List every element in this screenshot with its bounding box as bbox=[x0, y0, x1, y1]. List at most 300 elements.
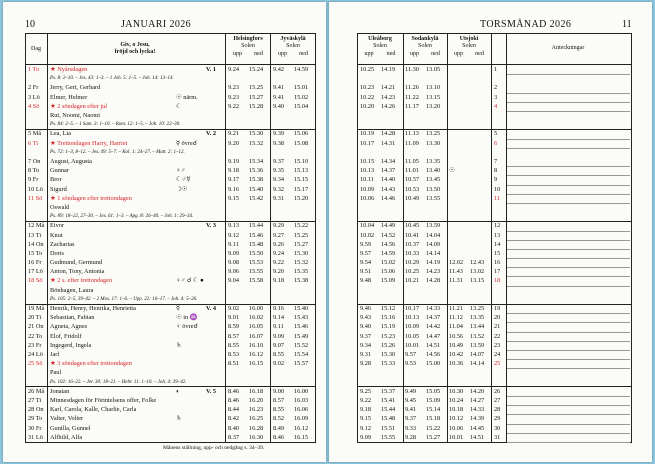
sunrise-sodankyla: 11.01 bbox=[405, 167, 419, 175]
footer-note: Månens ställning, upp- och nedgång s. 34–39. bbox=[163, 445, 265, 451]
sunrise-jyvaskyla: 8.49 bbox=[273, 424, 285, 432]
day-number: 9 bbox=[494, 176, 498, 184]
sunset-utsjoki: 12.43 bbox=[470, 259, 485, 267]
sunset-sodankyla: 15.18 bbox=[426, 415, 441, 423]
sunset-sodankyla: 13.55 bbox=[426, 194, 441, 202]
calendar-row bbox=[26, 166, 315, 175]
calendar-row bbox=[26, 83, 315, 92]
sunrise-jyvaskyla: 9.37 bbox=[273, 157, 285, 165]
astro-symbol: ♄ bbox=[176, 415, 182, 423]
name-label: ★ Trettondagen Harry, Harriet bbox=[50, 139, 128, 147]
calendar-row bbox=[26, 231, 315, 240]
sunrise-uleaborg: 10.22 bbox=[360, 93, 375, 101]
sunset-sodankyla: 13.59 bbox=[426, 222, 441, 230]
sunset-uleaborg: 15.09 bbox=[381, 277, 396, 285]
name-label: Rut, Noomi, Naomi bbox=[50, 111, 101, 119]
calendar-row bbox=[358, 249, 631, 258]
sunset-sodankyla: 14.04 bbox=[426, 231, 441, 239]
calendar-row bbox=[358, 405, 631, 414]
sunrise-jyvaskyla: 9.20 bbox=[273, 268, 285, 276]
sunrise-uleaborg: 10.20 bbox=[360, 102, 375, 110]
day-label: 28 On bbox=[28, 406, 44, 414]
sunrise-helsingfors: 9.23 bbox=[228, 84, 240, 92]
day-number: 7 bbox=[494, 157, 498, 165]
sunrise-helsingfors: 9.06 bbox=[228, 268, 240, 276]
day-label: 24 Lö bbox=[28, 351, 43, 359]
day-label: 5 Må bbox=[28, 130, 42, 138]
sunrise-sodankyla: 9.53 bbox=[405, 360, 417, 368]
day-number: 13 bbox=[494, 231, 501, 239]
sunrise-sodankyla: 11.30 bbox=[405, 66, 419, 73]
col-solen-s: Solen bbox=[418, 43, 432, 49]
sunset-jyvaskyla: 15.54 bbox=[294, 351, 309, 359]
day-number: 17 bbox=[494, 268, 501, 276]
name-label: ★ 1 söndagen efter trettondagen bbox=[50, 194, 132, 202]
sunset-uleaborg: 14.34 bbox=[381, 157, 396, 165]
sunset-sodankyla: 13.45 bbox=[426, 176, 441, 184]
sunrise-uleaborg: 9.54 bbox=[360, 259, 372, 267]
name-label: Ps. 84: 2–5. – 1 Sam. 3: 1–10. – Rom. 12: 1–5. – Joh. 10: 22–30. bbox=[50, 122, 181, 128]
day-number: 3 bbox=[494, 93, 498, 101]
sunset-jyvaskyla: 15.22 bbox=[294, 222, 309, 230]
day-number: 15 bbox=[494, 249, 501, 257]
sunset-sodankyla: 13.40 bbox=[426, 167, 441, 175]
sunset-jyvaskyla: 15.06 bbox=[294, 130, 309, 138]
right-page bbox=[329, 2, 652, 462]
sunrise-jyvaskyla: 8.57 bbox=[273, 397, 285, 405]
sunrise-uleaborg: 9.48 bbox=[360, 277, 372, 285]
week-label: V. 2 bbox=[206, 130, 217, 138]
sunrise-sodankyla: 10.25 bbox=[405, 268, 420, 276]
calendar-row bbox=[358, 157, 631, 166]
day-number: 29 bbox=[494, 415, 501, 423]
sunrise-utsjoki: 11.04 bbox=[449, 323, 463, 331]
sunrise-utsjoki: 11.21 bbox=[449, 305, 463, 313]
sunset-helsingfors: 16.23 bbox=[249, 406, 264, 414]
sunset-uleaborg: 15.30 bbox=[381, 351, 396, 359]
sunset-jyvaskyla: 15.02 bbox=[294, 93, 309, 101]
name-label: Paul bbox=[50, 369, 62, 377]
day-label: 15 To bbox=[28, 249, 43, 257]
sunrise-utsjoki: 10.24 bbox=[449, 397, 464, 405]
calendar-row bbox=[26, 276, 315, 285]
sunset-helsingfors: 16.18 bbox=[249, 387, 264, 395]
day-label: 17 Lö bbox=[28, 268, 43, 276]
col-upp-ut: upp bbox=[454, 51, 463, 57]
page-number-left: 10 bbox=[25, 19, 35, 30]
sunrise-jyvaskyla: 9.24 bbox=[273, 249, 285, 257]
sunset-jyvaskyla: 15.10 bbox=[294, 157, 309, 165]
day-label: 31 Lö bbox=[28, 433, 43, 441]
sunset-sodankyla: 15.27 bbox=[426, 433, 441, 441]
calendar-row bbox=[26, 304, 315, 313]
day-number: 8 bbox=[494, 167, 498, 175]
calendar-row bbox=[358, 387, 631, 396]
sunrise-jyvaskyla: 9.09 bbox=[273, 332, 285, 340]
sunset-uleaborg: 15.16 bbox=[381, 314, 396, 322]
sunset-helsingfors: 15.55 bbox=[249, 268, 264, 276]
calendar-row bbox=[358, 111, 631, 120]
sunrise-sodankyla: 10.17 bbox=[405, 305, 420, 313]
sunset-helsingfors: 15.25 bbox=[249, 84, 264, 92]
sunset-uleaborg: 14.23 bbox=[381, 93, 396, 101]
col-ned-j: ned bbox=[299, 51, 308, 57]
day-number: 20 bbox=[494, 314, 501, 322]
sunset-helsingfors: 16.05 bbox=[249, 323, 264, 331]
name-label: ★ 2 söndagen efter jul bbox=[50, 102, 108, 110]
calendar-row bbox=[358, 83, 631, 92]
calendar-row bbox=[358, 221, 631, 230]
sunrise-helsingfors: 9.04 bbox=[228, 277, 240, 285]
calendar-row bbox=[358, 276, 631, 285]
day-label: 29 To bbox=[28, 415, 43, 423]
day-number: 25 bbox=[494, 360, 501, 368]
sunset-jyvaskyla: 15.49 bbox=[294, 332, 309, 340]
sunset-utsjoki: 14.27 bbox=[470, 397, 485, 405]
sunrise-jyvaskyla: 8.55 bbox=[273, 406, 285, 414]
calendar-table-right bbox=[357, 33, 632, 443]
sunset-utsjoki: 13.02 bbox=[470, 268, 485, 276]
sunset-helsingfors: 16.15 bbox=[249, 360, 264, 368]
sunrise-sodankyla: 10.05 bbox=[405, 332, 420, 340]
sunrise-uleaborg: 9.15 bbox=[360, 415, 372, 423]
sunset-sodankyla: 14.56 bbox=[426, 351, 441, 359]
calendar-row bbox=[26, 129, 315, 138]
astro-symbol: ☉ in ♒ bbox=[176, 314, 198, 322]
sunset-helsingfors: 15.36 bbox=[249, 167, 264, 175]
calendar-row bbox=[26, 267, 315, 276]
sunset-helsingfors: 15.44 bbox=[249, 222, 264, 230]
sunrise-jyvaskyla: 9.39 bbox=[273, 130, 285, 138]
sunset-uleaborg: 14.28 bbox=[381, 130, 396, 138]
sunset-uleaborg: 14.43 bbox=[381, 185, 396, 193]
sunrise-uleaborg: 10.25 bbox=[360, 66, 375, 73]
calendar-row bbox=[358, 359, 631, 368]
sunrise-uleaborg: 9.22 bbox=[360, 397, 372, 405]
sunset-uleaborg: 14.31 bbox=[381, 139, 396, 147]
calendar-row bbox=[358, 166, 631, 175]
sunrise-utsjoki: 10.30 bbox=[449, 387, 464, 395]
sunrise-sodankyla: 10.57 bbox=[405, 176, 420, 184]
sunrise-uleaborg: 9.57 bbox=[360, 249, 372, 257]
calendar-row bbox=[26, 139, 315, 148]
sunrise-helsingfors: 8.46 bbox=[228, 387, 240, 395]
day-label: 6 Ti bbox=[28, 139, 38, 147]
sunset-uleaborg: 14.26 bbox=[381, 102, 396, 110]
calendar-row bbox=[358, 93, 631, 102]
sunset-jyvaskyla: 15.20 bbox=[294, 194, 309, 202]
sunset-sodankyla: 15.22 bbox=[426, 424, 441, 432]
name-label: Elof, Fridolf bbox=[50, 332, 82, 340]
day-number: 12 bbox=[494, 222, 501, 230]
calendar-row bbox=[358, 65, 631, 74]
calendar-row bbox=[26, 396, 315, 405]
day-number: 23 bbox=[494, 341, 501, 349]
sunrise-jyvaskyla: 9.27 bbox=[273, 231, 285, 239]
sunset-sodankyla: 13.35 bbox=[426, 157, 441, 165]
calendar-row bbox=[358, 185, 631, 194]
sunrise-helsingfors: 9.01 bbox=[228, 314, 240, 322]
day-label: 12 Må bbox=[28, 222, 45, 230]
sunset-utsjoki: 13.25 bbox=[470, 305, 485, 313]
sunrise-helsingfors: 9.09 bbox=[228, 249, 240, 257]
name-label: Gudmund, Germund bbox=[50, 259, 103, 267]
calendar-row bbox=[358, 74, 631, 83]
calendar-row bbox=[26, 368, 315, 377]
sunrise-utsjoki: ☉ bbox=[449, 167, 455, 175]
name-label: Bror bbox=[50, 176, 62, 184]
sunrise-uleaborg: 9.51 bbox=[360, 268, 372, 276]
almanac-spread bbox=[3, 2, 652, 462]
calendar-row bbox=[358, 129, 631, 138]
sunrise-helsingfors: 9.18 bbox=[228, 167, 240, 175]
calendar-row bbox=[26, 93, 315, 102]
day-label: 22 To bbox=[28, 332, 43, 340]
sunset-uleaborg: 14.46 bbox=[381, 194, 396, 202]
sunset-utsjoki: 13.52 bbox=[470, 332, 485, 340]
day-label: 7 On bbox=[28, 157, 41, 165]
calendar-row bbox=[358, 313, 631, 322]
astro-symbol: ♀♂ bbox=[176, 167, 186, 175]
sunset-uleaborg: 14.56 bbox=[381, 240, 396, 248]
sunset-uleaborg: 15.06 bbox=[381, 268, 396, 276]
sunrise-jyvaskyla: 9.35 bbox=[273, 167, 285, 175]
sunset-uleaborg: 14.40 bbox=[381, 176, 396, 184]
sunrise-helsingfors: 9.24 bbox=[228, 66, 240, 73]
sunset-helsingfors: 15.53 bbox=[249, 259, 264, 267]
day-number: 14 bbox=[494, 240, 501, 248]
day-number: 26 bbox=[494, 387, 501, 395]
col-jyvaskyla-header: Jyväskylä bbox=[280, 36, 306, 42]
day-label: 14 On bbox=[28, 240, 44, 248]
day-number: 4 bbox=[494, 102, 498, 110]
name-label: Knut bbox=[50, 231, 63, 239]
col-solen-u: Solen bbox=[373, 43, 387, 49]
astro-symbol: ☉ närm. bbox=[176, 93, 198, 101]
sunset-jyvaskyla: 16.00 bbox=[294, 387, 309, 395]
col-solen-j: Solen bbox=[286, 43, 300, 49]
sunrise-uleaborg: 9.37 bbox=[360, 332, 372, 340]
sunrise-utsjoki: 10.49 bbox=[449, 341, 464, 349]
astro-symbol: ☿ övre☌ bbox=[176, 139, 197, 147]
day-number: 19 bbox=[494, 305, 501, 313]
calendar-row bbox=[26, 221, 315, 230]
calendar-row bbox=[26, 203, 315, 212]
day-label: 23 Fr bbox=[28, 341, 42, 349]
name-label: Alfhild, Alfa bbox=[50, 433, 83, 441]
sunset-utsjoki: 13.59 bbox=[470, 341, 485, 349]
sunrise-helsingfors: 8.51 bbox=[228, 360, 240, 368]
sunset-jyvaskyla: 15.46 bbox=[294, 323, 309, 331]
sunrise-helsingfors: 9.08 bbox=[228, 259, 240, 267]
name-label: Ingegerd, Ingela bbox=[50, 341, 92, 349]
sunset-jyvaskyla: 15.43 bbox=[294, 314, 309, 322]
sunrise-jyvaskyla: 9.02 bbox=[273, 360, 285, 368]
name-label: Jonatan bbox=[50, 387, 70, 395]
calendar-row bbox=[358, 396, 631, 405]
sunrise-sodankyla: 11.09 bbox=[405, 139, 419, 147]
calendar-row bbox=[26, 194, 315, 203]
page-title-left: JANUARI 2026 bbox=[121, 19, 192, 30]
sunset-helsingfors: 16.10 bbox=[249, 341, 264, 349]
sunset-sodankyla: 13.10 bbox=[426, 84, 441, 92]
sunset-helsingfors: 15.28 bbox=[249, 102, 264, 110]
col-ned-ut: ned bbox=[475, 51, 484, 57]
sunset-sodankyla: 13.25 bbox=[426, 130, 441, 138]
sunset-helsingfors: 15.42 bbox=[249, 194, 264, 202]
name-label: Gunnar bbox=[50, 167, 69, 175]
sunset-helsingfors: 16.30 bbox=[249, 433, 264, 441]
sunrise-jyvaskyla: 9.18 bbox=[273, 277, 285, 285]
sunrise-jyvaskyla: 9.31 bbox=[273, 194, 285, 202]
sunset-helsingfors: 15.48 bbox=[249, 240, 264, 248]
sunset-helsingfors: 15.27 bbox=[249, 93, 264, 101]
calendar-row bbox=[26, 249, 315, 258]
day-label: 13 Ti bbox=[28, 231, 42, 239]
sunrise-sodankyla: 11.22 bbox=[405, 93, 419, 101]
name-label: Henrik, Henry, Henrika, Henrietta bbox=[50, 305, 136, 313]
sunset-sodankyla: 15.14 bbox=[426, 406, 441, 414]
sunset-sodankyla: 14.42 bbox=[426, 323, 441, 331]
sunset-uleaborg: 14.52 bbox=[381, 231, 396, 239]
sunrise-sodankyla: 10.49 bbox=[405, 194, 420, 202]
sunset-jyvaskyla: 15.32 bbox=[294, 259, 309, 267]
sunset-sodankyla: 15.00 bbox=[426, 360, 441, 368]
sunset-helsingfors: 15.58 bbox=[249, 277, 264, 285]
sunset-sodankyla: 14.14 bbox=[426, 249, 441, 257]
sunset-utsjoki: 13.35 bbox=[470, 314, 485, 322]
sunrise-uleaborg: 10.06 bbox=[360, 194, 375, 202]
sunset-uleaborg: 15.51 bbox=[381, 424, 396, 432]
sunset-sodankyla: 13.30 bbox=[426, 139, 441, 147]
sunrise-helsingfors: 8.46 bbox=[228, 397, 240, 405]
sunset-sodankyla: 14.47 bbox=[426, 332, 441, 340]
col-sodankyla-header: Sodankylä bbox=[411, 36, 439, 42]
sunset-jyvaskyla: 15.38 bbox=[294, 277, 309, 285]
sunrise-sodankyla: 10.01 bbox=[405, 341, 420, 349]
sunset-jyvaskyla: 15.17 bbox=[294, 185, 309, 193]
name-label: August, Augusta bbox=[50, 157, 92, 165]
col-utsjoki-header: Utsjoki bbox=[459, 36, 479, 42]
sunrise-sodankyla: 9.57 bbox=[405, 351, 417, 359]
sunrise-utsjoki: 10.12 bbox=[449, 415, 464, 423]
calendar-row bbox=[26, 387, 315, 396]
sunset-uleaborg: 14.21 bbox=[381, 84, 396, 92]
sunrise-utsjoki: 11.31 bbox=[449, 277, 463, 285]
sunrise-sodankyla: 11.13 bbox=[405, 130, 419, 138]
left-page bbox=[3, 2, 326, 462]
sunset-uleaborg: 15.23 bbox=[381, 332, 396, 340]
astro-symbol: ♄ bbox=[176, 341, 182, 349]
calendar-row bbox=[358, 322, 631, 331]
astro-symbol: ◐ bbox=[176, 387, 180, 395]
calendar-row bbox=[358, 332, 631, 341]
astro-symbol: ☾♂☿ bbox=[176, 176, 191, 184]
sunset-jyvaskyla: 16.15 bbox=[294, 433, 309, 441]
sunset-sodankyla: 14.33 bbox=[426, 305, 441, 313]
col-ned-u: ned bbox=[386, 51, 396, 57]
calendar-row bbox=[358, 175, 631, 184]
sunrise-helsingfors: 9.22 bbox=[228, 102, 240, 110]
sunset-utsjoki: 14.07 bbox=[470, 351, 485, 359]
name-label: Doris bbox=[50, 249, 64, 257]
sunrise-uleaborg: 9.12 bbox=[360, 424, 372, 432]
calendar-row bbox=[26, 102, 315, 111]
sunset-uleaborg: 15.41 bbox=[381, 397, 396, 405]
calendar-row bbox=[358, 231, 631, 240]
day-number: 10 bbox=[494, 185, 501, 193]
sunrise-jyvaskyla: 9.41 bbox=[273, 84, 285, 92]
sunset-helsingfors: 16.02 bbox=[249, 314, 264, 322]
sunrise-uleaborg: 9.25 bbox=[360, 387, 372, 395]
calendar-table-left bbox=[25, 33, 316, 443]
sunrise-helsingfors: 8.55 bbox=[228, 341, 240, 349]
sunset-jyvaskyla: 16.09 bbox=[294, 415, 309, 423]
calendar-row bbox=[26, 286, 315, 295]
sunset-jyvaskyla: 15.04 bbox=[294, 102, 309, 110]
sunrise-sodankyla: 9.28 bbox=[405, 433, 417, 441]
calendar-row bbox=[26, 433, 315, 442]
sunrise-jyvaskyla: 9.11 bbox=[273, 323, 284, 331]
col-upp-h: upp bbox=[233, 51, 242, 57]
sunset-utsjoki: 14.39 bbox=[470, 415, 485, 423]
day-label: 2 Fr bbox=[28, 84, 39, 92]
name-label: Zacharias bbox=[50, 240, 75, 248]
sunset-helsingfors: 15.32 bbox=[249, 139, 264, 147]
sunrise-helsingfors: 8.44 bbox=[228, 406, 240, 414]
astro-symbol: ☾ bbox=[176, 102, 182, 110]
day-label: 8 To bbox=[28, 167, 40, 175]
name-label: Karl, Carola, Kalle, Charlie, Carla bbox=[50, 406, 137, 414]
sunrise-utsjoki: 10.42 bbox=[449, 351, 464, 359]
sunrise-helsingfors: 9.16 bbox=[228, 185, 240, 193]
sunrise-uleaborg: 10.02 bbox=[360, 231, 375, 239]
week-label: V. 1 bbox=[206, 66, 217, 73]
sunrise-jyvaskyla: 9.34 bbox=[273, 176, 285, 184]
sunset-helsingfors: 15.38 bbox=[249, 176, 264, 184]
sunset-helsingfors: 15.50 bbox=[249, 249, 264, 257]
sunset-uleaborg: 15.33 bbox=[381, 360, 396, 368]
calendar-row bbox=[358, 203, 631, 212]
page-title-right: TORSMÅNAD 2026 bbox=[480, 19, 572, 30]
sunset-uleaborg: 15.02 bbox=[381, 259, 396, 267]
sunset-uleaborg: 15.55 bbox=[381, 433, 396, 441]
day-label: 26 Må bbox=[28, 387, 45, 395]
sunrise-sodankyla: 10.33 bbox=[405, 249, 420, 257]
day-label: 27 Ti bbox=[28, 397, 42, 405]
sunset-helsingfors: 15.24 bbox=[249, 66, 264, 73]
sunset-sodankyla: 14.51 bbox=[426, 341, 441, 349]
sunrise-uleaborg: 9.40 bbox=[360, 323, 372, 331]
sunrise-uleaborg: 10.17 bbox=[360, 139, 375, 147]
sunrise-helsingfors: 9.21 bbox=[228, 130, 240, 138]
astro-symbol: ♀ övre☌ bbox=[176, 323, 198, 331]
sunset-jyvaskyla: 15.35 bbox=[294, 268, 309, 276]
sunset-helsingfors: 16.25 bbox=[249, 415, 264, 423]
calendar-row bbox=[358, 258, 631, 267]
name-label: Anton, Tony, Antonia bbox=[50, 268, 105, 276]
sunset-helsingfors: 16.20 bbox=[249, 397, 264, 405]
sunrise-uleaborg: 9.28 bbox=[360, 360, 372, 368]
sunrise-sodankyla: 9.33 bbox=[405, 424, 417, 432]
day-number: 2 bbox=[494, 84, 498, 92]
sunrise-uleaborg: 10.11 bbox=[360, 176, 374, 184]
sunrise-sodankyla: 9.37 bbox=[405, 415, 417, 423]
name-label: Eivor bbox=[50, 222, 64, 230]
sunset-jyvaskyla: 15.27 bbox=[294, 240, 309, 248]
sunset-uleaborg: 15.19 bbox=[381, 323, 396, 331]
sunset-uleaborg: 15.48 bbox=[381, 415, 396, 423]
